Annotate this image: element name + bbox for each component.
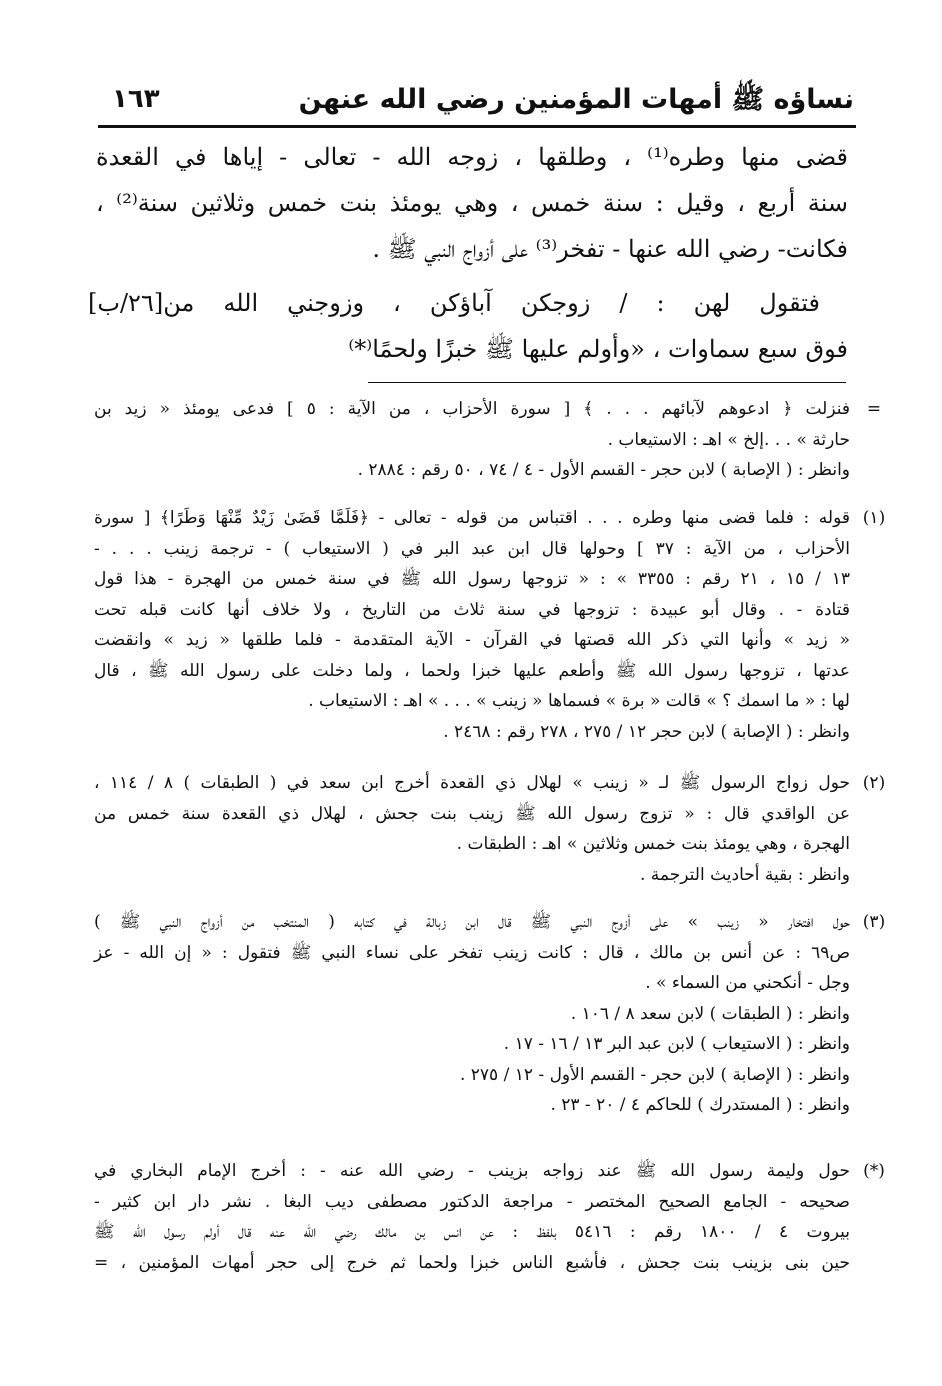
footnote-line: وانظر : ( الإصابة ) لابن حجر - القسم الأول - ١٢ / ٢٧٥ . [459,1064,850,1085]
footnote-line: وانظر : ( الاستيعاب ) لابن عبد البر ١٣ / ١٦ - ١٧ . [503,1034,850,1054]
footnote-line: وانظر : ( الإصابة ) لابن حجر ١٢ / ٢٧٥ ، ٢٧٨ رقم : ٢٤٦٨ . [443,721,850,742]
footnote-line: وانظر : ( المستدرك ) للحاكم ٤ / ٢٠ - ٢٣ . [550,1095,850,1115]
footnote-line: حين بنى بزينب بنت جحش ، فأشبع الناس خبزا ولحما ثم خرج إلى حجر أمهات المؤمنين ، = [94,1252,850,1273]
header-rule [98,125,856,128]
footnote-line: حول افتخار « زينب » على أزوج النبي ﷺ قال ابن زبالة في كتابه ( المنتخب من أزواج النبي ﷺ ) [94,912,850,932]
footnote-line: قوله : فلما قضى منها وطره . . . اقتباس من قوله - تعالى - ﴿فَلَمَّا قَضَىٰ زَيْدٌ مِّنْهَا وَطَرًا﴾ [ سورة [94,508,850,528]
footnote-2 [94,768,886,890]
footnote-line: قتادة - . وقال أبو عبيدة : تزوجها في سنة ثلاث من التاريخ ، ولا خلاف أنها كانت قبله تحت [94,599,850,620]
footnote-line: وجل - أنكحني من السماء » . [645,973,850,993]
footnote-line: حول زواج الرسول ﷺ لـ « زينب » لهلال ذي القعدة أخرج ابن سعد في ( الطبقات ) ٨ / ١١٤ ، [94,773,851,793]
text-line: فكانت- رضي الله عنها - تفخر⁽³⁾ على أزواج النبي ﷺ . [372,235,848,263]
footnote-line: حارثة » . . .إلخ » اهـ : الاستيعاب . [607,429,850,450]
footnote-continuation [94,394,882,486]
text-line: قضى منها وطره⁽¹⁾ ، وطلقها ، زوجه الله - تعالى - إياها في القعدة [96,143,849,171]
footnote-line: ص٦٩ : عن أنس بن مالك ، قال : كانت زينب تفخر على نساء النبي ﷺ فتقول : « إن الله - عز [94,942,850,963]
text-line: فوق سبع سماوات ، «وأولم عليها ﷺ خبزًا ولحمًا⁽*⁾ [348,335,848,363]
footnote-separator [368,382,846,383]
text-line: فتقول لهن : / زوجكن آباؤكن ، وزوجني الله من[٢٦/ب] [88,289,820,317]
page-number: ١٦٣ [112,84,160,114]
footnote-marker: (٣) [862,912,886,932]
footnote-line: بيروت ٤ / ١٨٠٠ رقم : ٥٤١٦ بلفظ : عن انس بن مالك رضي الله عنه قال أولم رسول الله ﷺ [94,1222,850,1242]
footnote-star [94,1156,885,1278]
footnote-line: ١٣ / ١٥ ، ٢١ رقم : ٣٣٥٥ » : « تزوجها رسول الله ﷺ في سنة خمس من الهجرة - هذا قول [94,569,851,589]
footnote-line: فنزلت ﴿ ادعوهم لآبائهم . . . ﴾ [ سورة الأحزاب ، من الآية : ٥ ] فدعى يومئذ « زيد بن [94,399,850,419]
footnote-line: وانظر : بقية أحاديث الترجمة . [640,864,850,885]
footnote-marker: (*) [863,1161,885,1181]
running-header-title: نساؤه ﷺ أمهات المؤمنين رضي الله عنهن [298,84,854,115]
footnote-line: صحيحه - الجامع الصحيح المختصر - مراجعة الدكتور مصطفى ديب البغا . نشر دار ابن كثير - [94,1191,850,1212]
main-paragraph-2 [88,280,848,372]
footnote-marker: (١) [862,508,886,528]
footnote-line: لها : « ما اسمك ؟ » قالت « برة » فسماها « زينب » . . . » اهـ : الاستيعاب . [308,691,850,711]
footnote-marker: (٢) [862,773,886,793]
footnote-3 [94,907,886,1121]
footnote-marker: = [866,399,882,419]
footnote-line: الأحزاب ، من الآية : ٣٧ ] وحولها قال ابن عبد البر في ( الاستيعاب ) - ترجمة زينب . . . - [94,538,850,559]
footnote-line: وانظر : ( الطبقات ) لابن سعد ٨ / ١٠٦ . [570,1003,850,1024]
footnote-line: عدتها ، تزوجها رسول الله ﷺ وأطعم عليها خبزا ولحما ، ولما دخلت على رسول الله ﷺ ، قال [94,660,851,681]
text-line: سنة أربع ، وقيل : سنة خمس ، وهي يومئذ بنت خمس وثلاثين سنة⁽²⁾ ، [96,189,848,217]
footnote-line: وانظر : ( الإصابة ) لابن حجر - القسم الأول - ٤ / ٧٤ ، ٥٠ رقم : ٢٨٨٤ . [357,460,850,480]
footnote-1 [94,503,886,747]
footnote-line: عن الواقدي قال : « تزوج رسول الله ﷺ زينب بنت جحش ، لهلال ذي القعدة سنة خمس من [94,803,850,824]
footnote-line: « زيد » وأنها التي ذكر الله قصتها في القرآن - الآية المتقدمة - فلما طلقها « زيد » وانقضت [94,630,850,650]
footnote-line: الهجرة ، وهي يومئذ بنت خمس وثلاثين » اهـ : الطبقات . [456,834,850,854]
footnote-line: حول وليمة رسول الله ﷺ عند زواجه بزينب - رضي الله عنه - : أخرج الإمام البخاري في [94,1161,850,1181]
main-paragraph-1 [96,134,848,272]
